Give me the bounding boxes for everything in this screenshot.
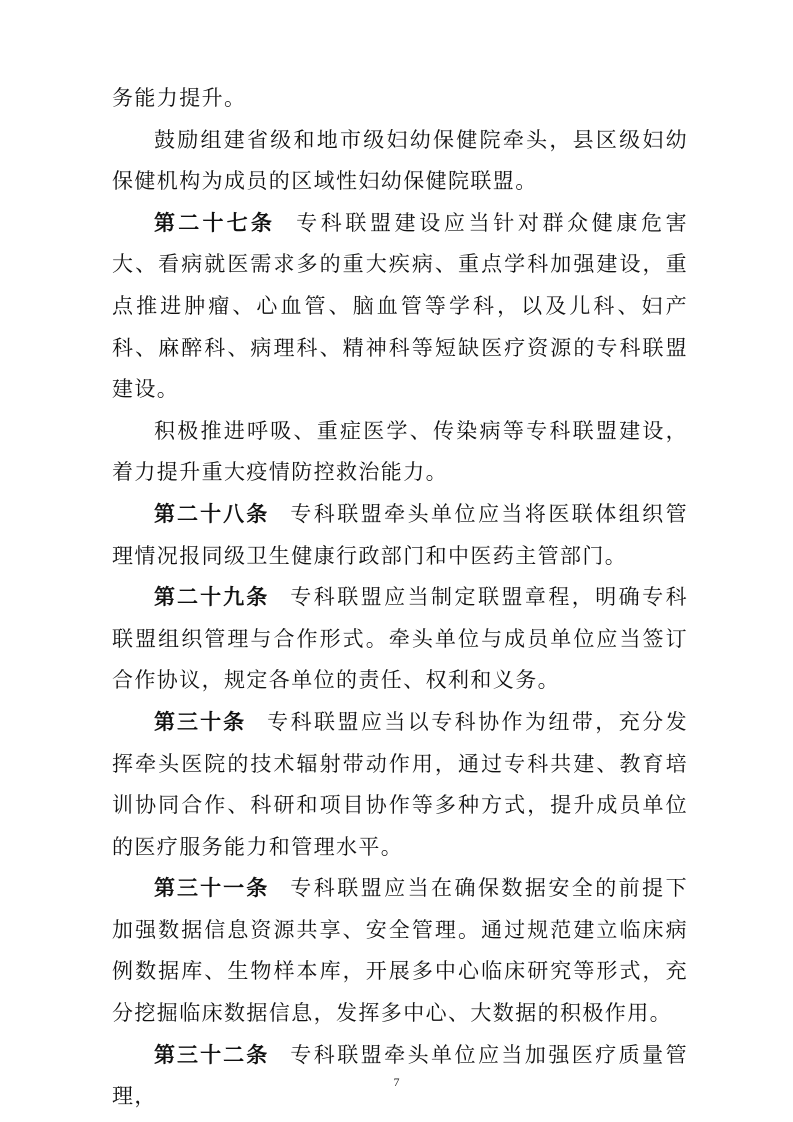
article-28 — [112, 494, 688, 577]
paragraph-continuation — [112, 78, 688, 120]
paragraph-text: 专科联盟建设应当针对群众健康危害大、看病就医需求多的重大疾病、重点学科加强建设，重点推进肿瘤、心血管、脑血管等学科，以及儿科、妇产科、麻醉科、病理科、精神科等短缺医疗资源的专科联盟建设。 — [112, 210, 689, 402]
page-number: 7 — [393, 1075, 400, 1089]
article-27 — [112, 203, 688, 411]
paragraph-text: 专科联盟应当在确保数据安全的前提下加强数据信息资源共享、安全管理。通过规范建立临床病例数据库、生物样本库，开展多中心临床研究等形式，充分挖掘临床数据信息，发挥多中心、大数据的积极作用。 — [112, 876, 689, 1026]
paragraph-text: 专科联盟应当制定联盟章程，明确专科联盟组织管理与合作形式。牵头单位与成员单位应当签订合作协议，规定各单位的责任、权利和义务。 — [112, 585, 689, 693]
article-heading: 第二十八条 — [154, 501, 270, 526]
paragraph-text: 专科联盟牵头单位应当加强医疗质量管理， — [112, 1042, 689, 1109]
article-29 — [112, 577, 688, 702]
paragraph-text: 鼓励组建省级和地市级妇幼保健院牵头，县区级妇幼保健机构为成员的区域性妇幼保健院联盟。 — [112, 127, 688, 194]
article-heading: 第三十条 — [154, 709, 247, 734]
paragraph-text: 务能力提升。 — [112, 86, 247, 110]
article-heading: 第二十七条 — [154, 210, 276, 235]
article-heading: 第三十二条 — [154, 1042, 270, 1067]
paragraph — [112, 411, 688, 494]
paragraph — [112, 120, 688, 203]
article-30 — [112, 702, 688, 868]
paragraph-text: 专科联盟牵头单位应当将医联体组织管理情况报同级卫生健康行政部门和中医药主管部门。 — [112, 501, 689, 568]
paragraph-text: 专科联盟应当以专科协作为纽带，充分发挥牵头医院的技术辐射带动作用，通过专科共建、教育培训协同合作、科研和项目协作等多种方式，提升成员单位的医疗服务能力和管理水平。 — [112, 709, 688, 859]
article-heading: 第三十一条 — [154, 876, 270, 901]
paragraph-text: 积极推进呼吸、重症医学、传染病等专科联盟建设，着力提升重大疫情防控救治能力。 — [112, 418, 688, 485]
body-text — [112, 78, 688, 1118]
article-heading: 第二十九条 — [154, 585, 270, 610]
article-31 — [112, 868, 688, 1034]
